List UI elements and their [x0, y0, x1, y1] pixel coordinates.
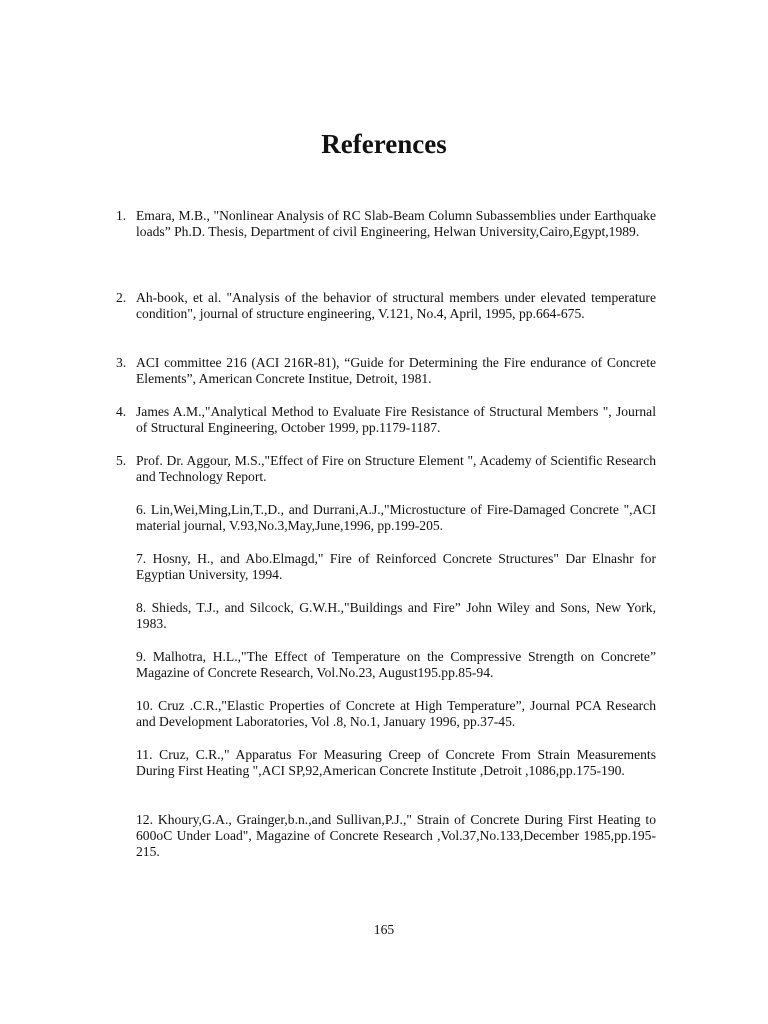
reference-number: 2.: [116, 290, 127, 305]
reference-item-5: [116, 453, 656, 485]
reference-item-12: 12. Khoury,G.A., Grainger,b.n.,and Sullivan,P.J.," Strain of Concrete During First Heating to 600oC Under Load", Magazine of Concrete Research ,Vol.37,No.133,December 1985,pp.195-215.: [136, 812, 656, 860]
reference-number: 3.: [116, 355, 127, 370]
reference-text: Prof. Dr. Aggour, M.S.,"Effect of Fire on Structure Element ", Academy of Scientific Research and Technology Report.: [136, 453, 656, 485]
reference-text: ACI committee 216 (ACI 216R-81), “Guide for Determining the Fire endurance of Concrete Elements”, American Concrete Institue, Detroit, 1981.: [136, 355, 656, 387]
reference-item-11: 11. Cruz, C.R.," Apparatus For Measuring Creep of Concrete From Strain Measurements During First Heating ",ACI SP,92,American Concrete Institute ,Detroit ,1086,pp.175-190.: [136, 747, 656, 779]
page-title: References: [321, 129, 447, 159]
reference-number: 1.: [116, 208, 127, 223]
reference-item-7: 7. Hosny, H., and Abo.Elmagd," Fire of Reinforced Concrete Structures" Dar Elnashr for Egyptian University, 1994.: [136, 551, 656, 583]
reference-item-8: 8. Shieds, T.J., and Silcock, G.W.H.,"Buildings and Fire” John Wiley and Sons, New York, 1983.: [136, 600, 656, 632]
reference-item-6: 6. Lin,Wei,Ming,Lin,T.,D., and Durrani,A.J.,"Microstucture of Fire-Damaged Concrete ",ACI material journal, V.93,No.3,May,June,1996, pp.199-205.: [136, 502, 656, 534]
reference-item-4: [116, 404, 656, 436]
reference-text: Emara, M.B., "Nonlinear Analysis of RC Slab-Beam Column Subassemblies under Earthquake loads” Ph.D. Thesis, Department of civil Engineering, Helwan University,Cairo,Egypt,1989.: [136, 208, 656, 240]
reference-number: 5.: [116, 453, 127, 468]
reference-text: Ah-book, et al. "Analysis of the behavior of structural members under elevated temperature condition", journal of structure engineering, V.121, No.4, April, 1995, pp.664-675.: [136, 290, 656, 322]
page-number: 165: [373, 922, 395, 937]
reference-item-3: [116, 355, 656, 387]
reference-number: 4.: [116, 404, 127, 419]
reference-item-1: [116, 208, 656, 240]
reference-item-9: 9. Malhotra, H.L.,"The Effect of Temperature on the Compressive Strength on Concrete” Magazine of Concrete Research, Vol.No.23, August195.pp.85-94.: [136, 649, 656, 681]
reference-item-10: 10. Cruz .C.R.,"Elastic Properties of Concrete at High Temperature”, Journal PCA Research and Development Laboratories, Vol .8, No.1, January 1996, pp.37-45.: [136, 698, 656, 730]
reference-item-2: [116, 290, 656, 322]
reference-text: James A.M.,"Analytical Method to Evaluate Fire Resistance of Structural Members ", Journal of Structural Engineering, October 1999, pp.1179-1187.: [136, 404, 656, 436]
